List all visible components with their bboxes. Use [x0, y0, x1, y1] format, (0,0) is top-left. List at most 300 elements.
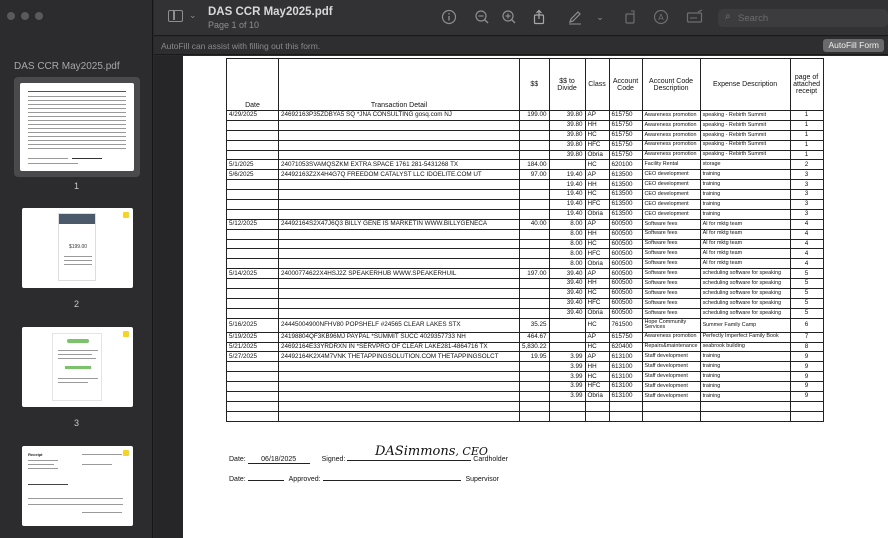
cell-amount [520, 298, 550, 308]
cell-date [227, 259, 279, 269]
cell-receipt-page: 9 [790, 372, 823, 382]
table-row [227, 298, 824, 308]
cell-expense-description: speaking - Rebirth Summit [700, 120, 790, 130]
highlight-icon[interactable] [653, 9, 669, 25]
cell-expense-description: scheduling software for speaking [700, 269, 790, 279]
cell-account-code-description: CEO development [642, 180, 700, 190]
cell-receipt-page [790, 401, 823, 411]
cell-expense-description: AI for mktg team [700, 249, 790, 259]
table-row [227, 120, 824, 130]
autofill-banner [154, 37, 888, 55]
table-row [227, 160, 824, 170]
info-icon[interactable] [441, 9, 457, 25]
cell-class: HC [585, 130, 609, 140]
header-class: Class [585, 59, 609, 111]
cell-amount-to-divide [549, 342, 585, 352]
cell-expense-description: Summer Family Camp [700, 318, 790, 332]
cell-amount-to-divide: 19.40 [549, 170, 585, 180]
sidebar-document-title: DAS CCR May2025.pdf [14, 61, 120, 72]
header-account-code: Account Code [609, 59, 642, 111]
cell-class: HH [585, 180, 609, 190]
logo-mark [67, 339, 89, 343]
thumbnail-page-2[interactable] [22, 208, 133, 288]
cell-amount [520, 382, 550, 392]
share-icon[interactable] [531, 9, 547, 25]
cell-date [227, 392, 279, 402]
cell-class: HC [585, 318, 609, 332]
cell-receipt-page: 5 [790, 308, 823, 318]
cell-amount-to-divide: 3.99 [549, 352, 585, 362]
cell-account-code: 600500 [609, 249, 642, 259]
cell-account-code-description: Awareness promotion [642, 111, 700, 121]
cell-transaction-detail: 24071053SVAMQSZKM EXTRA SPACE 1761 281-5431268 TX [279, 160, 520, 170]
cell-receipt-page: 5 [790, 279, 823, 289]
svg-text:A: A [658, 13, 664, 22]
cell-receipt-page: 1 [790, 150, 823, 160]
cell-class: HFC [585, 298, 609, 308]
cell-date [227, 279, 279, 289]
cell-amount-to-divide: 19.40 [549, 200, 585, 210]
table-row [227, 362, 824, 372]
cell-transaction-detail [279, 382, 520, 392]
cell-amount [520, 249, 550, 259]
cell-account-code-description: Awareness promotion [642, 150, 700, 160]
cell-amount: 464.67 [520, 332, 550, 342]
cell-account-code-description: Software fees [642, 289, 700, 299]
thumbnail-receipt-heading: Receipt [28, 452, 43, 457]
cell-class: HC [585, 289, 609, 299]
cell-class [585, 411, 609, 421]
window-controls [7, 12, 43, 20]
header-account-code-description: Account Code Description [642, 59, 700, 111]
autofill-form-button[interactable]: AutoFill Form [823, 39, 884, 52]
table-row [227, 342, 824, 352]
cell-date: 5/19/2025 [227, 332, 279, 342]
cell-receipt-page: 4 [790, 259, 823, 269]
cell-account-code: 600500 [609, 279, 642, 289]
cell-expense-description: speaking - Rebirth Summit [700, 111, 790, 121]
cell-account-code [609, 411, 642, 421]
cell-amount-to-divide: 3.99 [549, 362, 585, 372]
table-row [227, 308, 824, 318]
cell-amount [520, 392, 550, 402]
cell-receipt-page: 3 [790, 200, 823, 210]
cell-amount [520, 401, 550, 411]
autofill-message: AutoFill can assist with filling out this form. [161, 41, 321, 51]
cell-account-code-description: Staff development [642, 382, 700, 392]
cell-receipt-page: 4 [790, 249, 823, 259]
cell-account-code-description: CEO development [642, 170, 700, 180]
cell-account-code: 613100 [609, 382, 642, 392]
cell-transaction-detail [279, 180, 520, 190]
cell-date [227, 372, 279, 382]
supervisor-label: Supervisor [465, 476, 499, 483]
approval-line [229, 476, 499, 483]
cell-expense-description [700, 401, 790, 411]
cell-class [585, 401, 609, 411]
cell-transaction-detail: 24692164E33YRDRXN IN *SERVPRO OF CLEAR LAKE281-4864716 TX [279, 342, 520, 352]
cell-date [227, 308, 279, 318]
table-row [227, 279, 824, 289]
cell-date [227, 382, 279, 392]
cell-receipt-page: 9 [790, 392, 823, 402]
cell-receipt-page: 5 [790, 269, 823, 279]
cell-receipt-page: 4 [790, 239, 823, 249]
table-row [227, 318, 824, 332]
cell-account-code-description: Staff development [642, 352, 700, 362]
cell-date: 5/21/2025 [227, 342, 279, 352]
cell-transaction-detail [279, 200, 520, 210]
cell-account-code-description: Software fees [642, 308, 700, 318]
cell-amount-to-divide: 3.99 [549, 382, 585, 392]
cell-transaction-detail [279, 289, 520, 299]
thumbnail-page-1[interactable] [14, 77, 140, 177]
cell-transaction-detail [279, 190, 520, 200]
cell-expense-description: scheduling software for speaking [700, 298, 790, 308]
header-amount: $$ [520, 59, 550, 111]
cell-date [227, 120, 279, 130]
cell-expense-description: scheduling software for speaking [700, 308, 790, 318]
cell-amount-to-divide: 8.00 [549, 219, 585, 229]
cell-transaction-detail [279, 362, 520, 372]
cell-transaction-detail [279, 249, 520, 259]
cell-account-code-description: Software fees [642, 229, 700, 239]
table-row [227, 259, 824, 269]
cell-amount-to-divide: 8.00 [549, 229, 585, 239]
cell-amount [520, 372, 550, 382]
cell-date [227, 239, 279, 249]
cell-amount: 35.25 [520, 318, 550, 332]
cell-expense-description: training [700, 209, 790, 219]
cell-transaction-detail: 24492164K2X4M7VNK THETAPPINGSOLUTION.COM THETAPPINGSOLCT [279, 352, 520, 362]
cell-amount: 5,830.22 [520, 342, 550, 352]
table-row [227, 411, 824, 421]
cell-receipt-page: 4 [790, 229, 823, 239]
cell-amount-to-divide: 39.80 [549, 111, 585, 121]
chevron-down-icon[interactable]: ⌄ [189, 10, 197, 20]
cell-account-code: 613500 [609, 190, 642, 200]
cell-date: 4/29/2025 [227, 111, 279, 121]
cell-class: HH [585, 229, 609, 239]
cell-account-code: 613100 [609, 352, 642, 362]
signed-label: Signed: [321, 456, 346, 463]
cell-account-code: 615750 [609, 332, 642, 342]
markup-dropdown-chevron-icon[interactable]: ⌄ [596, 12, 604, 22]
rotate-icon[interactable] [622, 9, 638, 25]
cell-amount-to-divide: 39.80 [549, 130, 585, 140]
zoom-window-button[interactable] [35, 12, 43, 20]
cell-receipt-page: 3 [790, 170, 823, 180]
cell-amount-to-divide: 39.40 [549, 279, 585, 289]
minimize-window-button[interactable] [21, 12, 29, 20]
cell-account-code-description: Hope Community Services [642, 318, 700, 332]
cell-transaction-detail [279, 120, 520, 130]
cell-date [227, 229, 279, 239]
cell-class: HC [585, 160, 609, 170]
cell-class: AP [585, 219, 609, 229]
cell-class: Obria [585, 150, 609, 160]
cell-amount-to-divide: 39.80 [549, 150, 585, 160]
cell-class: HC [585, 190, 609, 200]
cell-date: 5/14/2025 [227, 269, 279, 279]
thumbnail-page-number: 3 [73, 418, 79, 428]
cell-transaction-detail [279, 150, 520, 160]
cell-date [227, 298, 279, 308]
cell-account-code-description: Awareness promotion [642, 120, 700, 130]
cell-date [227, 289, 279, 299]
cell-class: AP [585, 111, 609, 121]
cell-amount [520, 279, 550, 289]
email-card [52, 333, 102, 401]
cell-transaction-detail [279, 372, 520, 382]
cell-amount [520, 190, 550, 200]
cell-transaction-detail [279, 140, 520, 150]
cell-date [227, 401, 279, 411]
document-viewport[interactable] [154, 56, 888, 538]
table-row [227, 249, 824, 259]
cell-amount-to-divide: 39.80 [549, 120, 585, 130]
cell-class: AP [585, 332, 609, 342]
toolbar [154, 0, 888, 36]
annotation-badge-icon [123, 212, 129, 218]
cell-account-code-description: Awareness promotion [642, 140, 700, 150]
cell-class: Obria [585, 259, 609, 269]
zoom-in-icon[interactable] [501, 9, 517, 25]
receipt-card [58, 213, 96, 281]
table-row [227, 140, 824, 150]
cell-account-code-description [642, 401, 700, 411]
cell-amount [520, 200, 550, 210]
cell-class: Obria [585, 308, 609, 318]
cell-date [227, 411, 279, 421]
sidebar-toggle-icon[interactable] [168, 10, 183, 22]
cell-account-code: 613100 [609, 392, 642, 402]
cell-account-code-description: Software fees [642, 249, 700, 259]
cell-amount-to-divide: 19.40 [549, 180, 585, 190]
zoom-out-icon[interactable] [474, 9, 490, 25]
table-row [227, 372, 824, 382]
thumbnail-page-1-image [20, 83, 134, 171]
cell-date [227, 362, 279, 372]
header-transaction-detail: Transaction Detail [279, 59, 520, 111]
cell-transaction-detail: 24692163P35ZDBYA5 SQ *JNA CONSULTING gosq.com NJ [279, 111, 520, 121]
cell-class: HH [585, 120, 609, 130]
cell-amount-to-divide: 3.99 [549, 372, 585, 382]
cell-account-code: 600500 [609, 269, 642, 279]
cell-class: AP [585, 352, 609, 362]
cell-transaction-detail [279, 401, 520, 411]
cell-transaction-detail [279, 209, 520, 219]
cell-expense-description: storage [700, 160, 790, 170]
cell-amount-to-divide [549, 160, 585, 170]
cell-account-code-description: Facility Rental [642, 160, 700, 170]
cell-date: 5/1/2025 [227, 160, 279, 170]
cell-class: HFC [585, 200, 609, 210]
cell-amount [520, 289, 550, 299]
cell-amount [520, 411, 550, 421]
cell-account-code-description: Software fees [642, 279, 700, 289]
cell-transaction-detail [279, 279, 520, 289]
cell-amount-to-divide: 3.99 [549, 392, 585, 402]
cell-expense-description: scheduling software for speaking [700, 289, 790, 299]
cell-amount: 197.00 [520, 269, 550, 279]
cell-expense-description: AI for mktg team [700, 239, 790, 249]
cell-expense-description: training [700, 392, 790, 402]
cell-account-code: 613500 [609, 170, 642, 180]
table-row [227, 130, 824, 140]
cell-expense-description: seabrook building [700, 342, 790, 352]
cell-class: HC [585, 372, 609, 382]
cell-amount-to-divide [549, 318, 585, 332]
cell-account-code: 615750 [609, 140, 642, 150]
cell-account-code-description: Software fees [642, 219, 700, 229]
table-row [227, 269, 824, 279]
search-field[interactable] [718, 9, 888, 27]
cell-expense-description: Perfectly Imperfect Family Book [700, 332, 790, 342]
cell-amount: 184.00 [520, 160, 550, 170]
cell-account-code-description [642, 411, 700, 421]
cell-receipt-page: 9 [790, 362, 823, 372]
table-row [227, 289, 824, 299]
cell-amount [520, 209, 550, 219]
table-row [227, 382, 824, 392]
cardholder-label: Cardholder [473, 456, 508, 463]
cell-transaction-detail: 24198804QF3KB96MJ PAYPAL *SUMMIT SUCC 4029357733 NH [279, 332, 520, 342]
cell-expense-description: speaking - Rebirth Summit [700, 150, 790, 160]
annotation-badge-icon [123, 331, 129, 337]
cell-amount: 19.95 [520, 352, 550, 362]
thumbnail-page-4[interactable] [22, 446, 133, 526]
cell-expense-description: speaking - Rebirth Summit [700, 140, 790, 150]
markup-icon[interactable] [567, 9, 583, 25]
cell-expense-description: AI for mktg team [700, 229, 790, 239]
cell-amount-to-divide [549, 401, 585, 411]
cell-date [227, 249, 279, 259]
cell-receipt-page: 1 [790, 130, 823, 140]
thumbnail-page-number: 2 [73, 299, 79, 309]
cell-class: Obria [585, 392, 609, 402]
header-date: Date [227, 59, 279, 111]
cell-account-code-description: CEO development [642, 190, 700, 200]
annotation-badge-icon [123, 450, 129, 456]
transaction-table [226, 58, 824, 422]
cell-expense-description: training [700, 372, 790, 382]
cell-expense-description: speaking - Rebirth Summit [700, 130, 790, 140]
cell-account-code-description: Awareness promotion [642, 332, 700, 342]
cell-receipt-page: 5 [790, 298, 823, 308]
cell-expense-description: training [700, 190, 790, 200]
document-title: DAS CCR May2025.pdf [208, 6, 333, 18]
cell-account-code-description: Staff development [642, 372, 700, 382]
date2-label: Date: [229, 476, 246, 483]
cell-account-code: 615750 [609, 150, 642, 160]
cell-amount-to-divide: 8.00 [549, 259, 585, 269]
cell-account-code: 600500 [609, 289, 642, 299]
cell-amount [520, 259, 550, 269]
cardholder-signature: DASimmons, CEO [375, 444, 488, 459]
cell-transaction-detail [279, 239, 520, 249]
cell-date [227, 130, 279, 140]
page-indicator: Page 1 of 10 [208, 20, 260, 30]
table-row [227, 180, 824, 190]
cell-receipt-page: 7 [790, 332, 823, 342]
cell-receipt-page: 8 [790, 342, 823, 352]
search-input[interactable] [738, 11, 878, 25]
cell-account-code: 615750 [609, 130, 642, 140]
cell-expense-description [700, 411, 790, 421]
cell-amount-to-divide: 8.00 [549, 249, 585, 259]
cell-account-code: 615750 [609, 111, 642, 121]
cell-date [227, 209, 279, 219]
cell-transaction-detail [279, 259, 520, 269]
cell-date [227, 190, 279, 200]
cell-account-code: 600500 [609, 229, 642, 239]
cell-account-code: 620100 [609, 160, 642, 170]
cell-account-code: 613500 [609, 180, 642, 190]
cell-class: HC [585, 342, 609, 352]
cell-account-code: 761500 [609, 318, 642, 332]
cell-date [227, 150, 279, 160]
cell-class: AP [585, 170, 609, 180]
date-value: 06/18/2025 [248, 456, 310, 464]
thumbnail-page-3[interactable] [22, 327, 133, 407]
cell-expense-description: training [700, 382, 790, 392]
cell-amount-to-divide: 39.40 [549, 289, 585, 299]
table-row [227, 332, 824, 342]
cell-account-code: 613500 [609, 209, 642, 219]
close-window-button[interactable] [7, 12, 15, 20]
cell-account-code [609, 401, 642, 411]
cell-amount: 40.00 [520, 219, 550, 229]
cell-amount-to-divide: 8.00 [549, 239, 585, 249]
table-row [227, 239, 824, 249]
pdf-page [183, 56, 888, 538]
cell-class: HC [585, 239, 609, 249]
cell-amount-to-divide: 19.40 [549, 190, 585, 200]
table-row [227, 209, 824, 219]
cell-amount [520, 180, 550, 190]
cell-account-code: 600500 [609, 308, 642, 318]
cell-receipt-page: 9 [790, 352, 823, 362]
cell-date [227, 180, 279, 190]
cell-amount-to-divide: 39.40 [549, 308, 585, 318]
cell-transaction-detail [279, 298, 520, 308]
cell-account-code-description: Software fees [642, 239, 700, 249]
cell-receipt-page: 6 [790, 318, 823, 332]
cell-account-code-description: Repairs&maintenance [642, 342, 700, 352]
cell-date [227, 140, 279, 150]
table-row [227, 170, 824, 180]
cell-transaction-detail [279, 130, 520, 140]
cell-amount-to-divide: 39.40 [549, 298, 585, 308]
cell-account-code-description: CEO development [642, 200, 700, 210]
form-icon[interactable] [686, 9, 704, 25]
cell-account-code-description: Software fees [642, 259, 700, 269]
cell-amount [520, 239, 550, 249]
cell-account-code-description: Awareness promotion [642, 130, 700, 140]
cell-account-code: 613500 [609, 200, 642, 210]
cell-transaction-detail: 24492163Z2X4H4G7Q FREEDOM CATALYST LLC IDOELITE.COM UT [279, 170, 520, 180]
cell-account-code-description: Software fees [642, 298, 700, 308]
receipt-header [59, 214, 95, 224]
cell-transaction-detail: 24000774622X4HSJ2Z SPEAKERHUB WWW.SPEAKERHUIL [279, 269, 520, 279]
cell-class: HFC [585, 382, 609, 392]
cell-receipt-page: 3 [790, 209, 823, 219]
cell-receipt-page: 3 [790, 190, 823, 200]
cell-account-code: 600500 [609, 259, 642, 269]
cell-receipt-page: 3 [790, 180, 823, 190]
search-icon: ⌕ [725, 11, 731, 22]
